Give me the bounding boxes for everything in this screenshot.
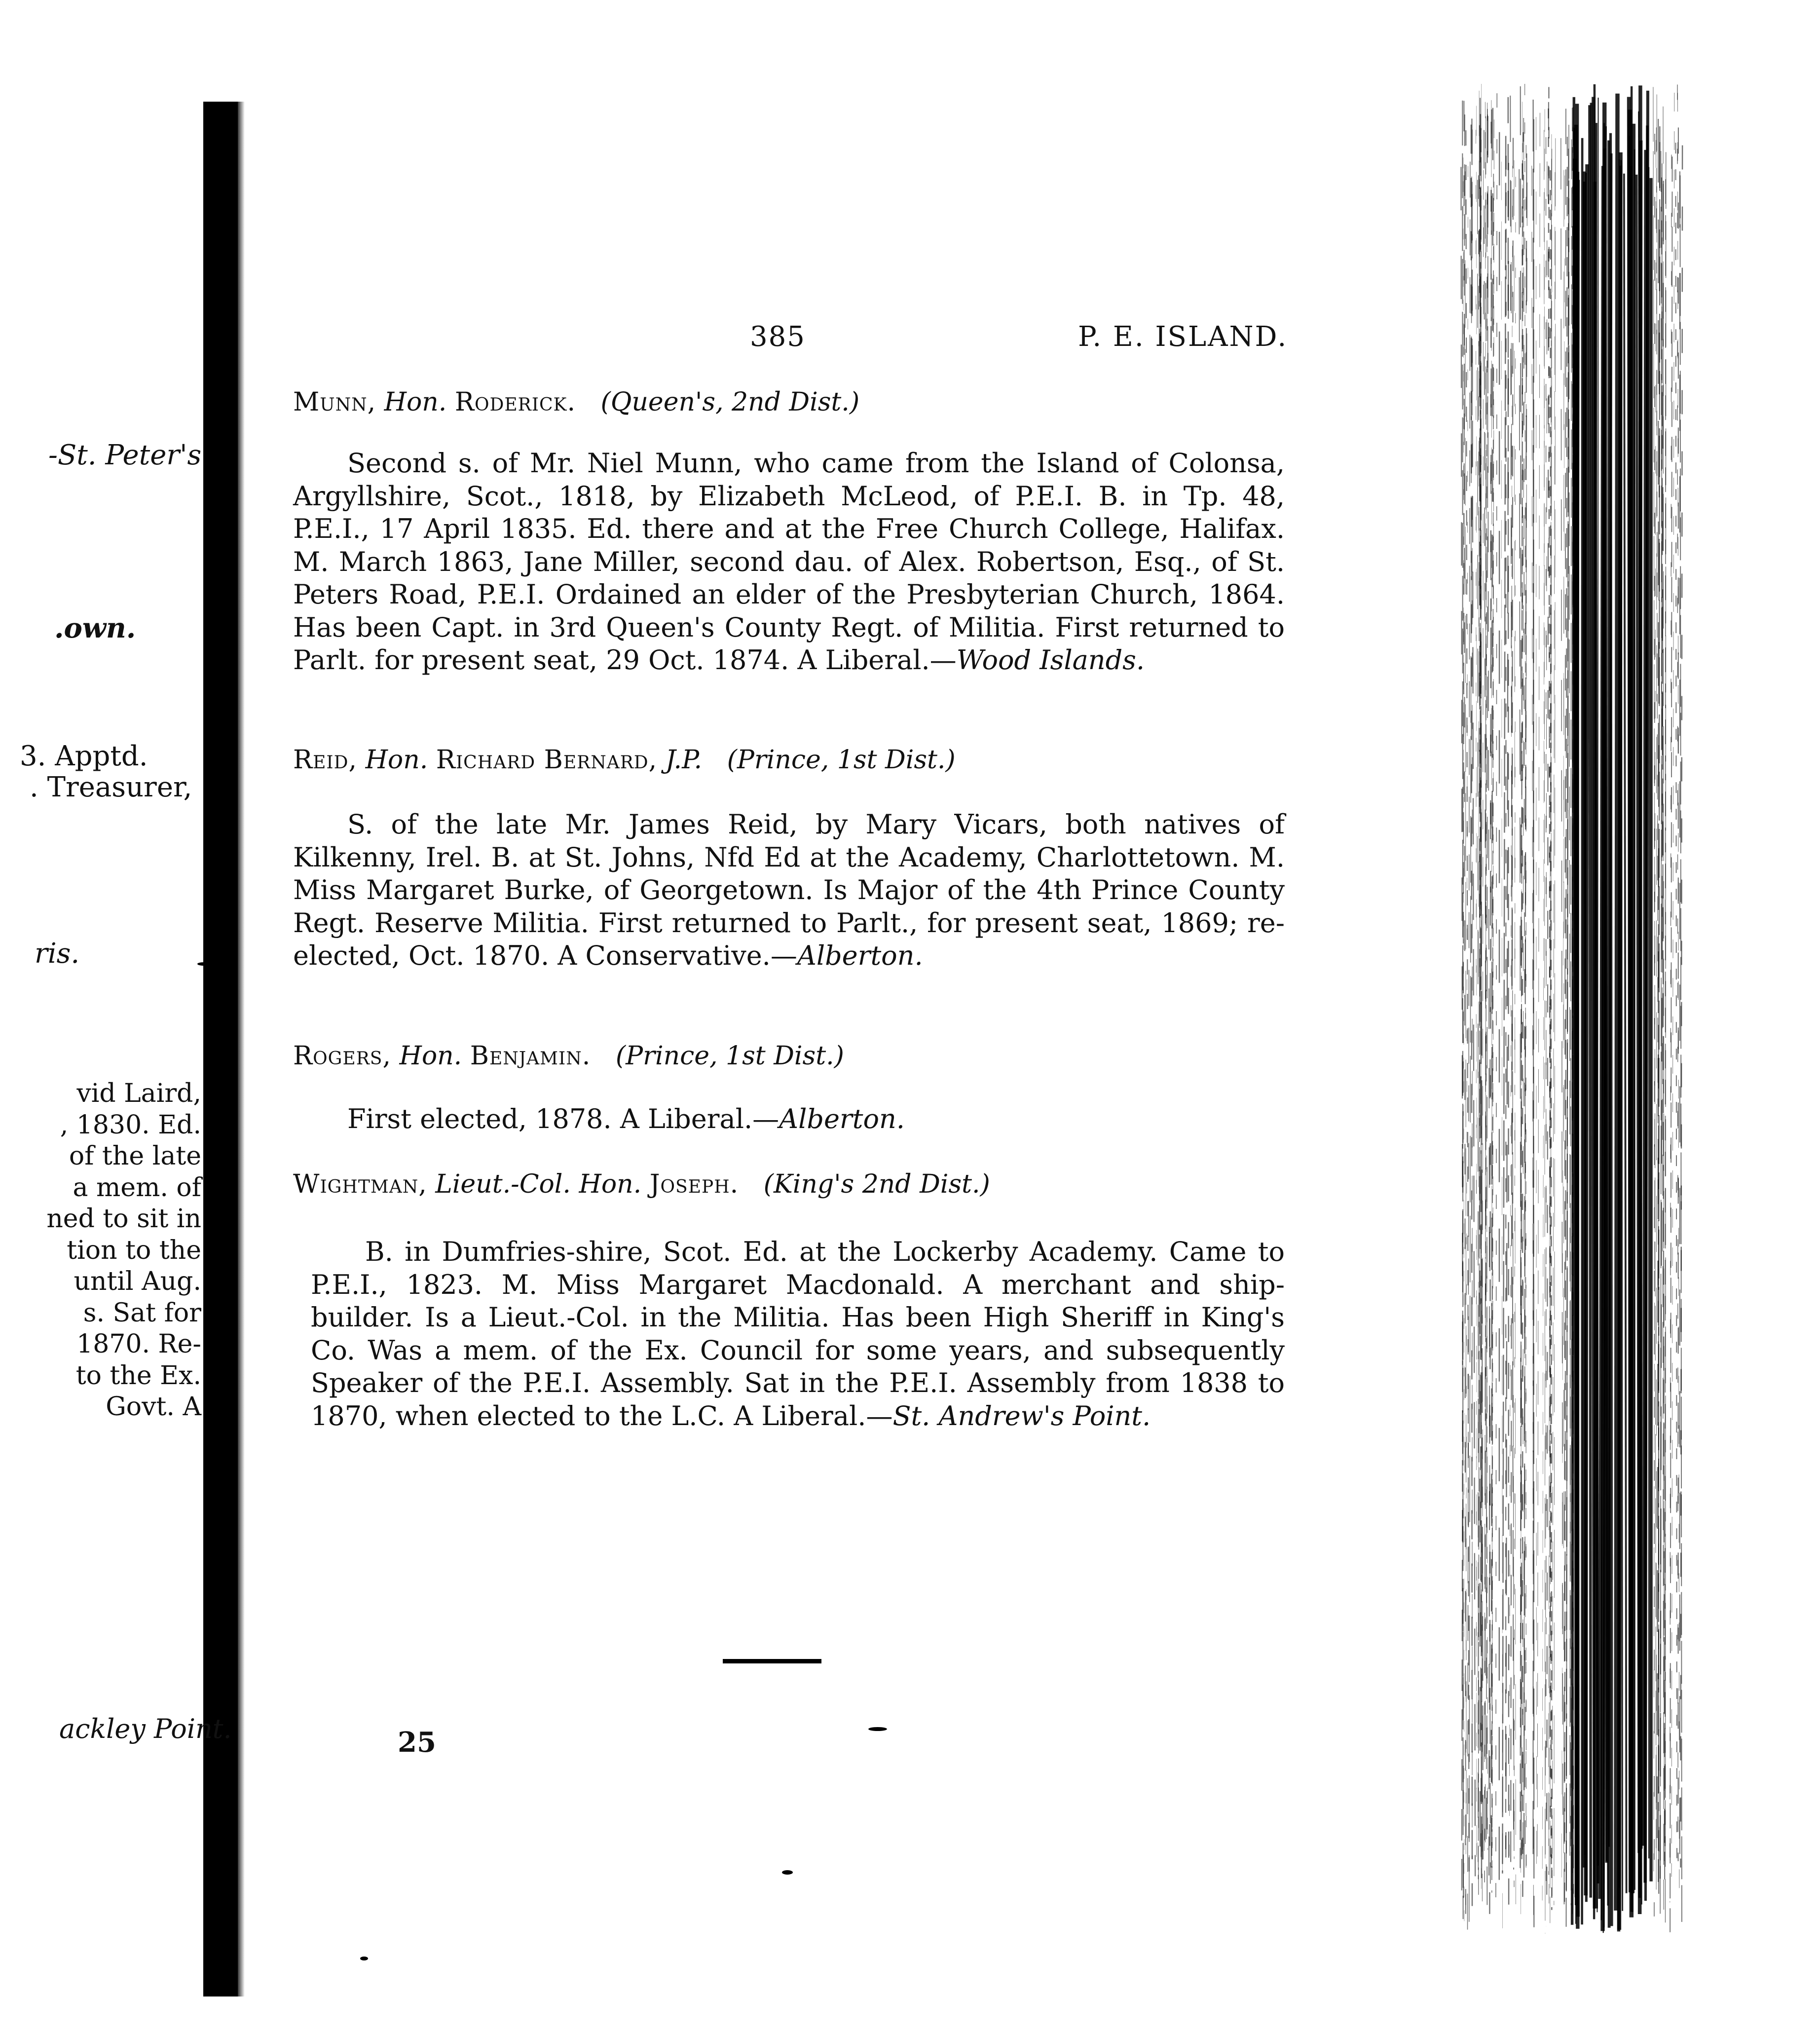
entry-title: Hon. [384,387,447,417]
binding-gutter [203,102,238,1996]
entry-district: (Prince, 1st Dist.) [615,1041,844,1071]
entry-residence: Wood Islands. [956,644,1145,676]
entry-surname: Reid, [293,745,358,775]
running-head: P. E. ISLAND. [1078,321,1288,353]
entry-body [293,808,1285,973]
entry-surname: Wightman, [293,1169,427,1199]
edge-streak [1670,156,1672,1932]
margin-fragment-line: s. Sat for [83,1298,201,1328]
edge-streak [1656,94,1657,1889]
entry-text: S. of the late Mr. James Reid, by Mary Vicars, both natives of Kilkenny, Irel. B. at St. Johns, Nfd Ed at the Academy, Charlottetown. M. Miss Margaret Burke, of Georgetown. Is Major of the 4th Prince County Regt. Reserve Militia. First returned to Parlt., for present seat, 1869; re-elected, Oct. 1870. A Conservative.— [293,809,1285,971]
entry-heading [293,745,956,775]
entry-heading [293,387,859,417]
edge-streak [1569,125,1571,1846]
edge-streak [1676,143,1677,1858]
entry-body [311,1236,1285,1432]
margin-fragment-line: of the late [69,1141,201,1171]
margin-fragment: .own. [54,612,136,644]
scan-speck [360,1957,368,1960]
entry-surname: Rogers, [293,1041,391,1071]
margin-fragment-line: Govt. A [106,1392,201,1422]
edge-streak [1582,138,1583,1924]
margin-fragment-line: to the Ex. [75,1360,201,1391]
entry-given-name: Joseph. [649,1169,739,1199]
edge-streak [1680,175,1682,1922]
signature-mark: 25 [398,1726,436,1759]
edge-streak [1501,162,1502,1928]
edge-streak [1616,94,1617,1911]
entry-body [293,1103,1285,1136]
entry-residence: St. Andrew's Point. [892,1400,1151,1431]
edge-streak [1645,125,1647,1901]
edge-streak [1577,104,1578,1929]
edge-streak [1584,172,1585,1868]
margin-fragment-block [43,1078,201,1423]
margin-fragment-line: , 1830. Ed. [60,1110,201,1140]
entry-title: Hon. [365,745,428,775]
entry-heading [293,1041,844,1071]
section-rule [723,1659,821,1663]
margin-fragment-line: a mem. of [73,1172,201,1203]
margin-fragment-line: ned to sit in [46,1204,201,1234]
scan-speck [868,1727,887,1731]
entry-text: B. in Dumfries-shire, Scot. Ed. at the Lockerby Academy. Came to P.E.I., 1823. M. Miss Margaret Macdonald. A merchant and ship-builder. Is a Lieut.-Col. in the Militia. Has been High Sheriff in King's Co. Was a mem. of the Ex. Council for some years, and subsequently Speaker of the P.E.I. Assembly. Sat in the P.E.I. Assembly from 1838 to 1870, when elected to the L.C. A Liberal.— [311,1236,1285,1431]
edge-streak [1496,93,1497,1898]
page-fore-edge [1455,69,1692,1944]
edge-streak [1636,175,1638,1853]
margin-fragment-footer: ackley Point. [59,1713,232,1744]
edge-streak [1633,124,1634,1893]
margin-fragment-line: vid Laird, [76,1079,201,1108]
scan-speck [782,1870,793,1875]
margin-fragment: -St. Peter's [48,439,202,471]
entry-given-name: Roderick. [454,387,576,417]
entry-body [293,447,1285,677]
entry-district: (Prince, 1st Dist.) [727,745,956,775]
binding-shadow [238,102,245,1996]
margin-fragment-line: tion to the [67,1235,201,1265]
entry-given-name: Benjamin. [470,1041,591,1071]
edge-streak [1542,109,1545,1900]
edge-streak [1603,103,1605,1931]
margin-fragment: ris. [35,938,80,970]
entry-suffix: J.P. [665,745,703,775]
entry-text: Second s. of Mr. Niel Munn, who came from the Island of Colonsa, Argyllshire, Scot., 1818, by Elizabeth McLeod, of P.E.I. B. in Tp. 48, P.E.I., 17 April 1835. Ed. there and at the Free Church College, Halifax. M. March 1863, Jane Miller, second dau. of Alex. Robertson, Esq., of St. Peters Road, P.E.I. Ordained an elder of the Presbyterian Church, 1864. Has been Capt. in 3rd Queen's County Regt. of Militia. First returned to Parlt. for present seat, 29 Oct. 1874. A Liberal.— [293,448,1285,676]
entry-residence: Alberton. [779,1103,905,1134]
entry-title: Lieut.-Col. Hon. [435,1169,642,1199]
margin-fragment: 3. Apptd. [20,740,148,772]
scan-speck [197,962,210,966]
entry-given-name: Richard Bernard, [436,745,658,775]
edge-streak [1572,97,1574,1925]
edge-streak [1671,93,1674,1877]
edge-streak [1536,117,1537,1895]
edge-streak [1514,160,1516,1904]
entry-residence: Alberton. [797,940,923,971]
entry-district: (Queen's, 2nd Dist.) [600,387,860,417]
edge-streak [1561,138,1563,1847]
entry-surname: Munn, [293,387,376,417]
entry-text: First elected, 1878. A Liberal.— [347,1103,780,1134]
entry-heading [293,1169,990,1199]
margin-fragment: . Treasurer, [30,771,192,803]
edge-streak [1624,174,1627,1893]
edge-streak [1586,164,1587,1895]
edge-streak [1502,136,1506,1874]
page-number: 385 [750,321,806,353]
entry-title: Hon. [399,1041,462,1071]
edge-streak [1462,101,1463,1919]
edge-streak [1537,113,1540,1857]
edge-streak [1483,170,1484,1865]
margin-fragment-line: 1870. Re- [76,1329,201,1359]
edge-streak [1563,170,1564,1898]
entry-district: (King's 2nd Dist.) [763,1169,990,1199]
margin-fragment-line: until Aug. [74,1267,201,1296]
